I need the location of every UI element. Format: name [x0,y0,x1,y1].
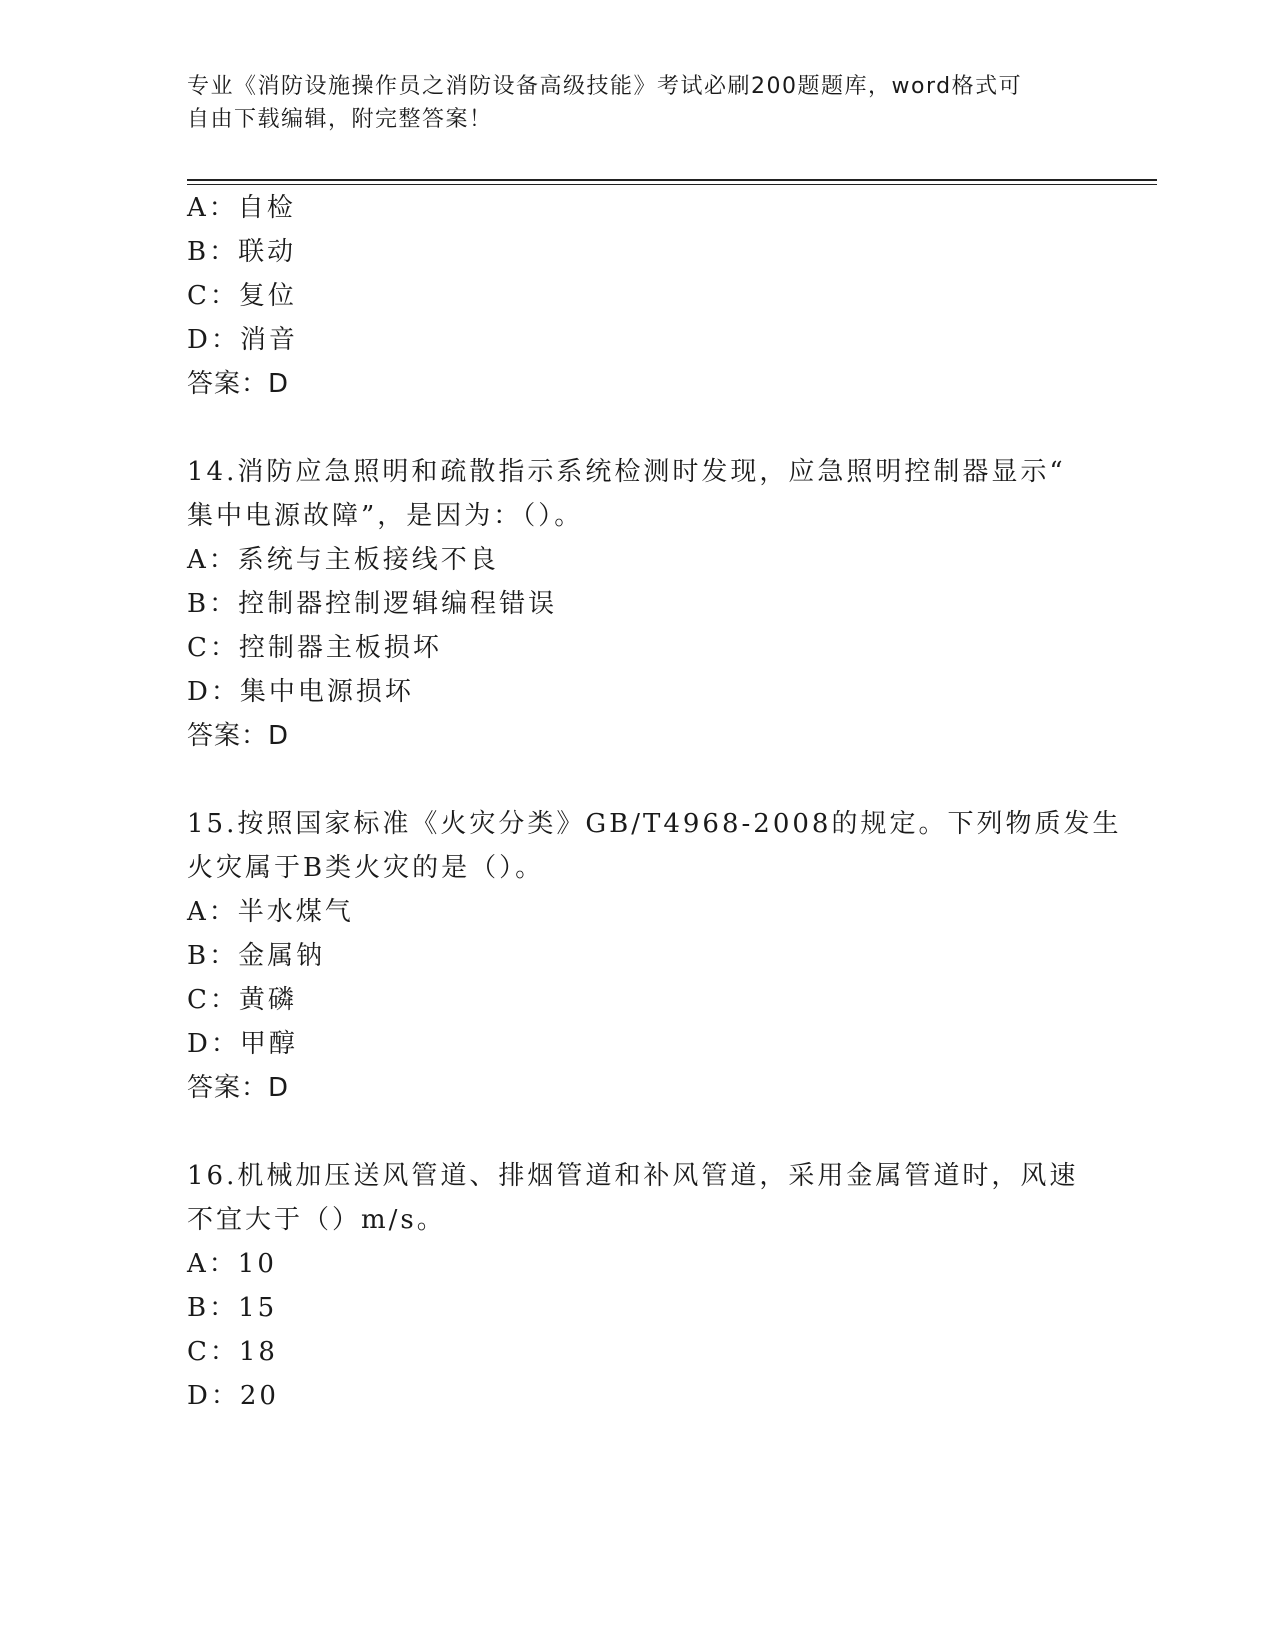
header-line-1: 专业《消防设施操作员之消防设备高级技能》考试必刷200题题库，word格式可 [187,74,1023,99]
q14-option-b: B：控制器控制逻辑编程错误 [187,589,558,619]
q16-stem-line-1: 16.机械加压送风管道、排烟管道和补风管道，采用金属管道时，风速 [187,1161,1079,1191]
q15-option-c: C：黄磷 [187,985,297,1015]
q16-option-a: A：10 [187,1249,277,1279]
q14-answer: 答案：D [187,721,290,751]
q15-stem-line-1: 15.按照国家标准《火灾分类》GB/T4968-2008的规定。下列物质发生 [187,809,1122,839]
q14-option-d: D：集中电源损坏 [187,677,414,707]
q14-stem-line-2: 集中电源故障”，是因为：（）。 [187,501,584,531]
q15-option-b: B：金属钠 [187,941,326,971]
q14-option-a: A：系统与主板接线不良 [187,545,499,575]
q15-stem-line-2: 火灾属于B类火灾的是（）。 [187,853,545,883]
q13-answer: 答案：D [187,369,290,399]
q16-option-b: B：15 [187,1293,278,1323]
header-line-2: 自由下载编辑，附完整答案！ [187,107,493,132]
q13-option-a: A：自检 [187,193,296,223]
q16-option-d: D：20 [187,1381,279,1411]
header-divider-thick [187,179,1157,181]
q15-option-a: A：半水煤气 [187,897,354,927]
document-header [187,70,1067,136]
header-divider-thin [187,184,1157,185]
q13-option-b: B：联动 [187,237,297,267]
q15-option-d: D：甲醇 [187,1029,298,1059]
q15-answer: 答案：D [187,1073,290,1103]
q16-stem-line-2: 不宜大于（）m/s。 [187,1205,446,1235]
q14-stem-line-1: 14.消防应急照明和疏散指示系统检测时发现，应急照明控制器显示“ [187,457,1066,487]
q16-option-c: C：18 [187,1337,278,1367]
q13-option-d: D：消音 [187,325,298,355]
q13-option-c: C：复位 [187,281,297,311]
q14-option-c: C：控制器主板损坏 [187,633,442,663]
